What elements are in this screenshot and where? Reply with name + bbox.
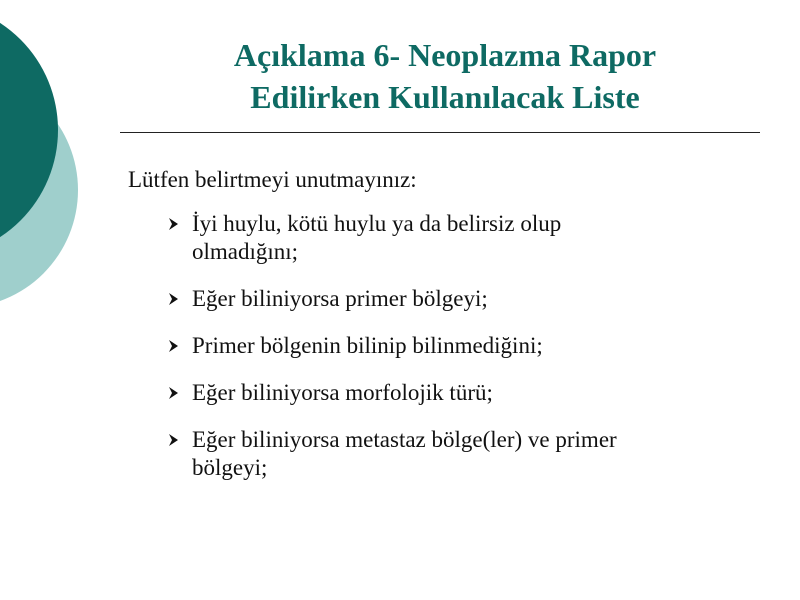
bullet-list [166,210,736,501]
decorative-circles [0,0,120,330]
arrowhead-bullet-icon [168,386,179,400]
list-item-line: Eğer biliniyorsa morfolojik türü; [192,380,493,405]
list-item [166,332,736,360]
list-item-line: olmadığını; [192,239,299,264]
list-item-line: Eğer biliniyorsa primer bölgeyi; [192,286,488,311]
list-item [166,285,736,313]
list-item [166,210,736,266]
title-divider [120,132,760,133]
slide-title [150,34,740,118]
arrowhead-bullet-icon [168,339,179,353]
title-line: Açıklama 6- Neoplazma Rapor [233,37,657,73]
arrowhead-bullet-icon [168,217,179,231]
list-item [166,379,736,407]
arrowhead-bullet-icon [168,292,179,306]
list-item [166,426,736,482]
intro-text: Lütfen belirtmeyi unutmayınız: [128,167,417,192]
title-line: Edilirken Kullanılacak Liste [250,79,640,115]
list-item-line: İyi huylu, kötü huylu ya da belirsiz olup [192,211,562,236]
list-item-line: Eğer biliniyorsa metastaz bölge(ler) ve primer [192,427,617,452]
list-item-line: bölgeyi; [192,455,268,480]
list-item-line: Primer bölgenin bilinip bilinmediğini; [192,333,543,358]
arrowhead-bullet-icon [168,433,179,447]
